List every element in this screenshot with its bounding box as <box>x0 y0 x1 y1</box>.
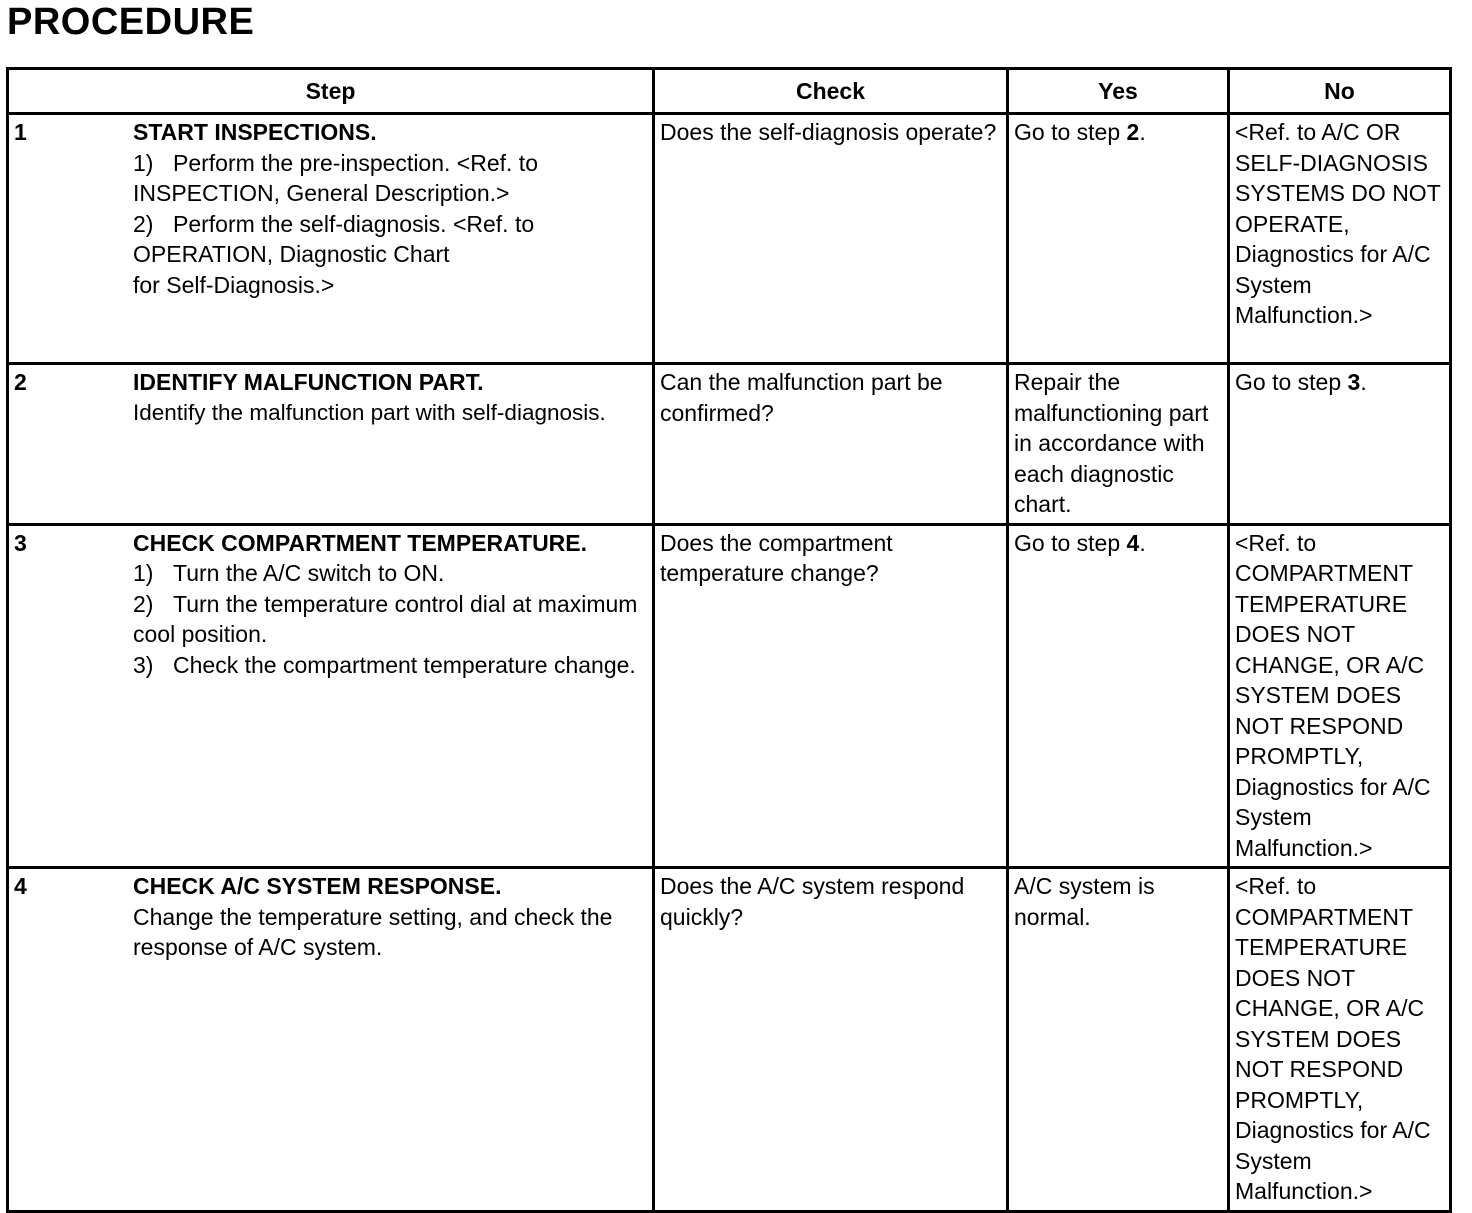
no-cell[interactable]: <Ref. to COMPARTMENT TEMPERATURE DOES NOT CHANGE, OR A/C SYSTEM DOES NOT RESPOND PROMPTLY, Diagnostics for A/C System Malfunction.> <box>1229 524 1451 868</box>
yes-suffix: . <box>1139 119 1146 145</box>
check-cell: Does the self-diagnosis operate? <box>654 114 1008 364</box>
header-no: No <box>1229 69 1451 114</box>
step-title: CHECK COMPARTMENT TEMPERATURE. <box>133 529 588 556</box>
yes-step-ref[interactable]: 4 <box>1126 529 1140 556</box>
yes-cell: Repair the malfunctioning part in accordance with each diagnostic chart. <box>1008 364 1229 525</box>
step-title: CHECK A/C SYSTEM RESPONSE. <box>133 873 502 899</box>
substep-text: Perform the pre-inspection. <Ref. to <box>173 149 538 176</box>
substep-text: for Self-Diagnosis.> <box>133 271 335 298</box>
substep-text: Identify the malfunction part with self-diagnosis. <box>133 399 606 425</box>
table-row <box>8 868 1451 1212</box>
step-cell <box>8 364 654 525</box>
step-cell <box>8 524 654 868</box>
no-cell[interactable]: <Ref. to A/C OR SELF-DIAGNOSIS SYSTEMS DO NOT OPERATE, Diagnostics for A/C System Malfunction.> <box>1229 114 1451 364</box>
header-yes: Yes <box>1008 69 1229 114</box>
check-cell: Does the compartment temperature change? <box>654 524 1008 868</box>
yes-step-ref[interactable]: 2 <box>1126 119 1140 145</box>
yes-text: Go to step <box>1014 119 1127 145</box>
step-number: 1 <box>14 119 27 145</box>
step-number: 3 <box>14 529 27 556</box>
step-title: START INSPECTIONS. <box>133 119 377 145</box>
header-check: Check <box>654 69 1008 114</box>
no-suffix: . <box>1360 369 1367 395</box>
substep-text: Turn the A/C switch to ON. <box>173 560 445 586</box>
substep-text: Perform the self-diagnosis. <Ref. to <box>173 210 535 237</box>
header-step: Step <box>8 69 654 114</box>
step-title: IDENTIFY MALFUNCTION PART. <box>133 369 484 395</box>
substep-number: 2) <box>133 210 154 237</box>
substep-number: 1) <box>133 149 154 176</box>
substep-text: Check the compartment temperature change. <box>173 651 636 678</box>
no-step-ref[interactable]: 3 <box>1347 369 1361 395</box>
step-number: 2 <box>14 369 27 395</box>
no-text: Go to step <box>1235 369 1348 395</box>
substep-text: OPERATION, Diagnostic Chart <box>133 241 450 267</box>
check-cell: Can the malfunction part be confirmed? <box>654 364 1008 525</box>
substep-number: 1) <box>133 560 154 586</box>
substep-text: INSPECTION, General Description.> <box>133 180 510 206</box>
yes-cell <box>1008 114 1229 364</box>
substep-text: Change the temperature setting, and check the response of A/C system. <box>133 903 613 960</box>
yes-cell: A/C system is normal. <box>1008 868 1229 1212</box>
substep-number: 2) <box>133 590 154 617</box>
step-cell <box>8 114 654 364</box>
yes-cell <box>1008 524 1229 868</box>
table-row <box>8 114 1451 364</box>
substep-text: Turn the temperature control dial at maximum cool position. <box>133 590 638 647</box>
page-title: PROCEDURE <box>7 1 255 43</box>
header-row <box>8 69 1451 114</box>
step-number: 4 <box>14 873 27 899</box>
table-row <box>8 364 1451 525</box>
check-cell: Does the A/C system respond quickly? <box>654 868 1008 1212</box>
yes-suffix: . <box>1139 529 1146 556</box>
substep-number: 3) <box>133 651 154 678</box>
step-cell <box>8 868 654 1212</box>
table-row <box>8 524 1451 868</box>
no-cell[interactable]: <Ref. to COMPARTMENT TEMPERATURE DOES NOT CHANGE, OR A/C SYSTEM DOES NOT RESPOND PROMPTLY, Diagnostics for A/C System Malfunction.> <box>1229 868 1451 1212</box>
procedure-table <box>6 67 1452 1213</box>
no-cell <box>1229 364 1451 525</box>
yes-text: Go to step <box>1014 529 1127 556</box>
